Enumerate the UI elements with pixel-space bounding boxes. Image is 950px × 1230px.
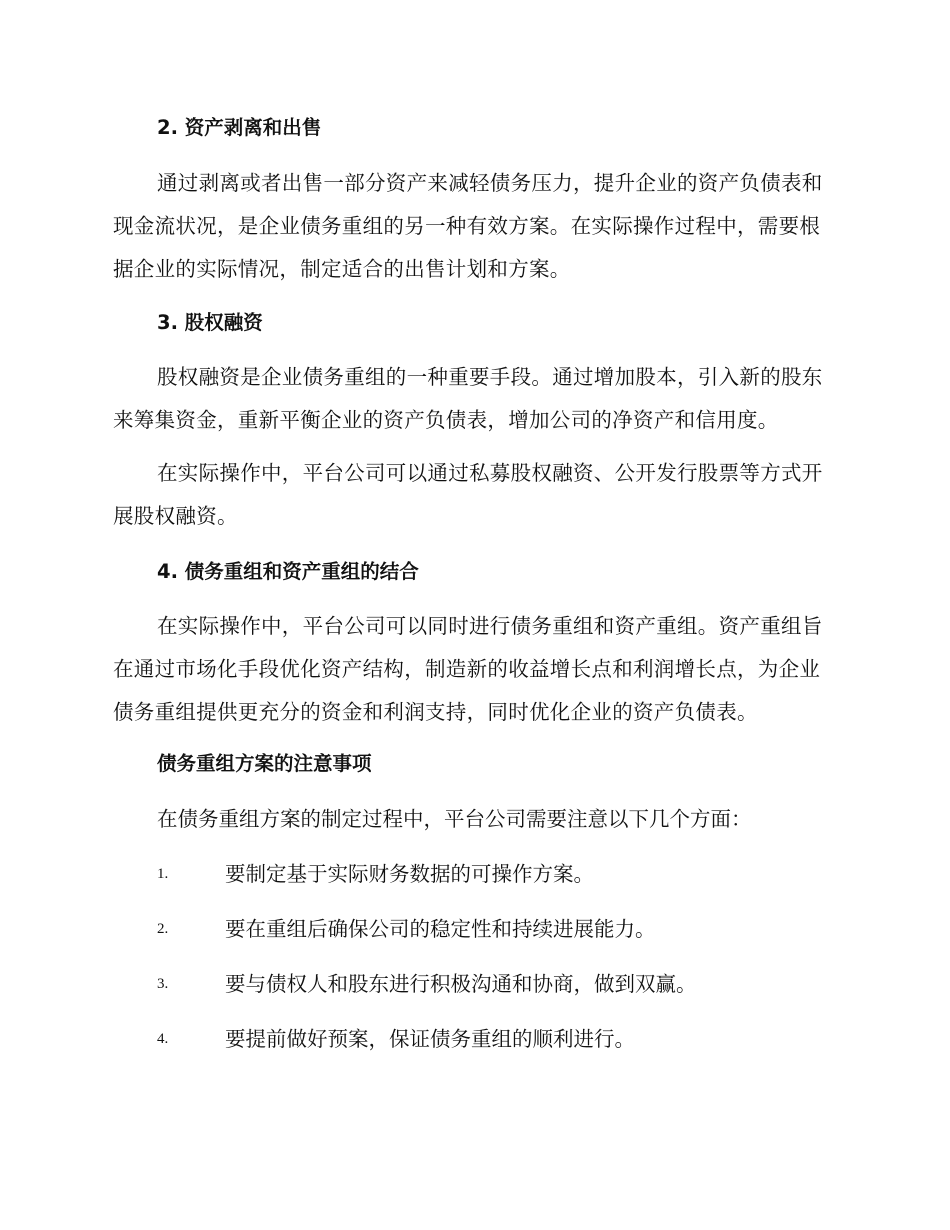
paragraph-equity-financing-2: 在实际操作中，平台公司可以通过私募股权融资、公开发行股票等方式开展股权融资。	[113, 461, 823, 528]
section-heading-combined-restructuring: 4. 债务重组和资产重组的结合	[157, 560, 419, 583]
list-item-text: 要制定基于实际财务数据的可操作方案。	[225, 862, 594, 886]
list-item-number: 4.	[157, 1031, 169, 1047]
list-item-text: 要与债权人和股东进行积极沟通和协商，做到双赢。	[225, 972, 697, 996]
paragraph-asset-divestiture: 通过剥离或者出售一部分资产来减轻债务压力，提升企业的资产负债表和现金流状况，是企业债务重组的另一种有效方案。在实际操作过程中，需要根据企业的实际情况，制定适合的出售计划和方案。	[113, 171, 823, 281]
list-item-text: 要提前做好预案，保证债务重组的顺利进行。	[225, 1027, 635, 1051]
list-item-number: 1.	[157, 866, 169, 882]
list-item	[157, 970, 837, 998]
list-item	[157, 860, 837, 888]
paragraph-combined-restructuring: 在实际操作中，平台公司可以同时进行债务重组和资产重组。资产重组旨在通过市场化手段优化资产结构，制造新的收益增长点和利润增长点，为企业债务重组提供更充分的资金和利润支持，同时优化企业的资产负债表。	[113, 614, 823, 724]
paragraph-equity-financing-1: 股权融资是企业债务重组的一种重要手段。通过增加股本，引入新的股东来筹集资金，重新平衡企业的资产负债表，增加公司的净资产和信用度。	[113, 365, 823, 432]
section-heading-asset-divestiture: 2. 资产剥离和出售	[157, 116, 322, 139]
list-item-number: 2.	[157, 921, 169, 937]
list-item-number: 3.	[157, 976, 169, 992]
section-heading-notes: 债务重组方案的注意事项	[157, 752, 372, 775]
paragraph-notes-intro: 在债务重组方案的制定过程中，平台公司需要注意以下几个方面：	[157, 807, 752, 831]
list-item	[157, 915, 837, 943]
list-item-text: 要在重组后确保公司的稳定性和持续进展能力。	[225, 917, 656, 941]
section-heading-equity-financing: 3. 股权融资	[157, 311, 263, 334]
list-item	[157, 1025, 837, 1053]
